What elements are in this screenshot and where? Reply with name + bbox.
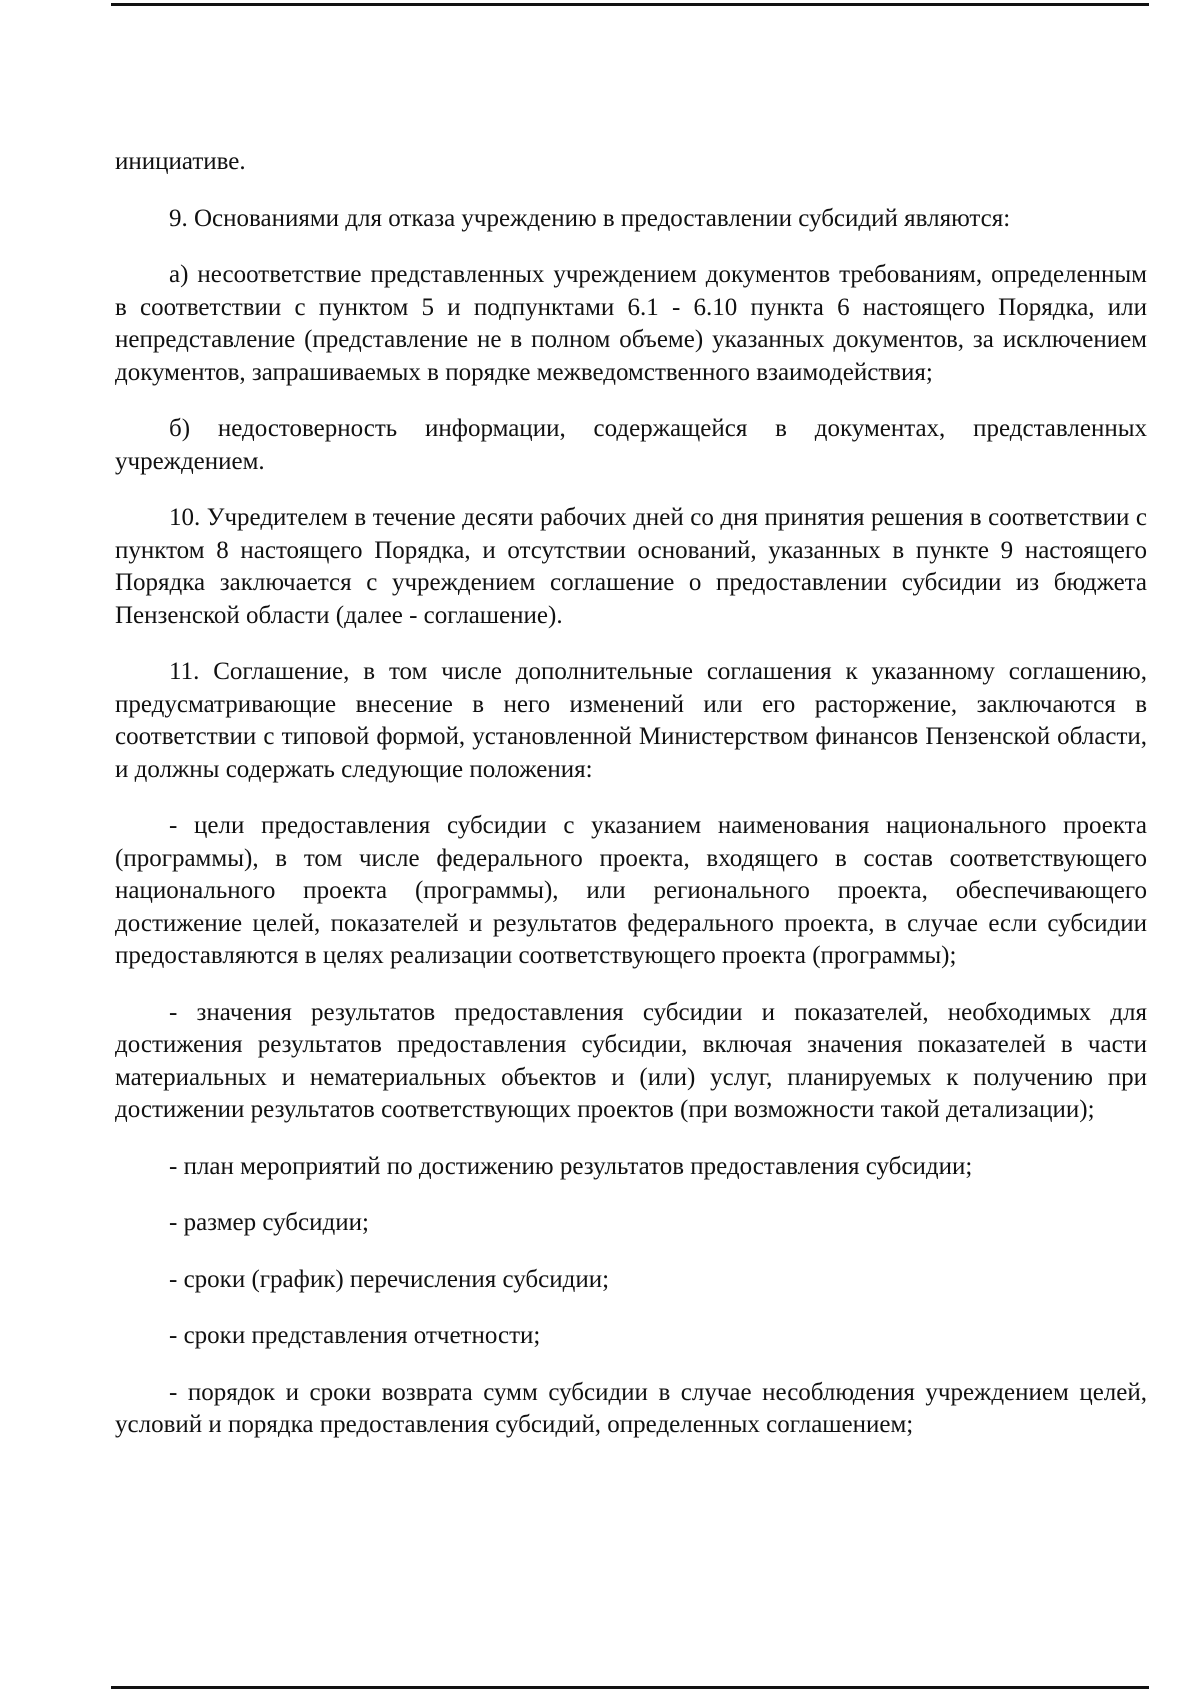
list-item-goals: - цели предоставления субсидии с указанием наименования национального проекта (программы), в том числе федерального проекта, входящего в состав соответствующего национального проекта (программы), или регионального проекта, обеспечивающего достижение целей, показателей и результатов федерального проекта, в случае если субсидии предоставляются в целях реализации соответствующего проекта (программы);: [115, 812, 1147, 969]
list-item-plan: - план мероприятий по достижению результатов предоставления субсидии;: [169, 1152, 973, 1180]
document-body: [115, 146, 1147, 1466]
list-item-schedule: - сроки (график) перечисления субсидии;: [169, 1265, 610, 1293]
bottom-rule: [111, 1686, 1149, 1689]
paragraph-item-9: 9. Основаниями для отказа учреждению в предоставлении субсидий являются:: [169, 204, 1011, 232]
list-item-refund: - порядок и сроки возврата сумм субсидии в случае несоблюдения учреждением целей, условий и порядка предоставления субсидий, определенных соглашением;: [115, 1378, 1147, 1438]
paragraph-item-11: 11. Соглашение, в том числе дополнительные соглашения к указанному соглашению, предусматривающие внесение в него изменений или его расторжение, заключаются в соответствии с типовой формой, установленной Министерством финансов Пензенской области, и должны содержать следующие положения:: [115, 658, 1147, 783]
paragraph-item-9a: а) несоответствие представленных учреждением документов требованиям, определенным в соответствии с пунктом 5 и подпунктами 6.1 - 6.10 пункта 6 настоящего Порядка, или непредставление (представление не в полном объеме) указанных документов, за исключением документов, запрашиваемых в порядке межведомственного взаимодействия;: [115, 261, 1147, 386]
list-item-results: - значения результатов предоставления субсидии и показателей, необходимых для достижения результатов предоставления субсидии, включая значения показателей в части материальных и нематериальных объектов и (или) услуг, планируемых к получению при достижении результатов соответствующих проектов (при возможности такой детализации);: [115, 998, 1147, 1123]
list-item-amount: - размер субсидии;: [169, 1209, 369, 1236]
top-rule: [111, 3, 1149, 6]
paragraph-item-10: 10. Учредителем в течение десяти рабочих дней со дня принятия решения в соответствии с пунктом 8 настоящего Порядка, и отсутствии оснований, указанных в пункте 9 настоящего Порядка заключается с учреждением соглашение о предоставлении субсидии из бюджета Пензенской области (далее - соглашение).: [115, 504, 1147, 629]
list-item-reporting: - сроки представления отчетности;: [169, 1322, 541, 1349]
paragraph-continuation: инициативе.: [115, 148, 246, 175]
paragraph-item-9b: б) недостоверность информации, содержащейся в документах, представленных учреждением.: [115, 415, 1147, 475]
